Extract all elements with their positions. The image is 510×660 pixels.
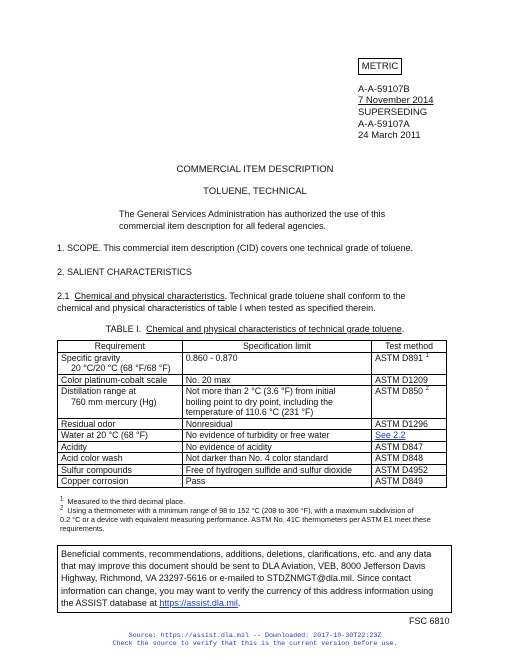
test-method-cell: ASTM D1209	[372, 374, 447, 386]
table-footnote-1: $^1$ Measured to the third decimal place.	[60, 496, 186, 506]
requirement-cell: Sulfur compounds	[58, 464, 183, 476]
salient-paragraph	[57, 291, 406, 314]
test-method-cell: ASTM D849	[372, 476, 447, 488]
source-line-2: Check the source to verify that this is the current version before use.	[112, 640, 398, 648]
authorization-line-2: commercial item description for all federal agencies.	[119, 220, 327, 231]
comments-line-2: that may improve this document should be sent to DLA Aviation, VEB, 8000 Jefferson Davis	[61, 561, 426, 572]
requirement-cell: Distillation range at 760 mm mercury (Hg)	[58, 386, 183, 419]
section-2-2-link[interactable]: See 2.2	[375, 430, 406, 440]
specification-cell: No. 20 max	[182, 374, 371, 386]
characteristics-table	[57, 340, 447, 488]
authorization-statement	[119, 209, 385, 232]
fsc-code: FSC 6810	[409, 616, 450, 626]
table-row	[58, 430, 447, 442]
comments-line-3: Highway, Richmond, VA 23297-5616 or e-mailed to STDZNMGT@dla.mil. Since contact	[61, 573, 411, 584]
table-row	[58, 464, 447, 476]
requirement-cell: Specific gravity 20 °C/20 °C (68 °F/68 °F)	[58, 352, 183, 374]
table-row	[58, 352, 447, 374]
comments-line-5: the ASSIST database at https://assist.dla.mil.	[61, 597, 241, 608]
test-method-cell: ASTM D4952	[372, 464, 447, 476]
product-title: TOLUENE, TECHNICAL	[203, 186, 307, 197]
test-method-cell: ASTM D891 $^1$	[372, 352, 447, 374]
column-header-test-method: Test method	[372, 341, 447, 353]
paragraph-title: Chemical and physical characteristics	[74, 291, 225, 301]
specification-cell: No evidence of acidity	[182, 441, 371, 453]
specification-cell: 0.860 - 0.870	[182, 352, 371, 374]
comments-box	[57, 545, 452, 613]
requirement-cell: Color platinum-cobalt scale	[58, 374, 183, 386]
table-row	[58, 374, 447, 386]
table-number: TABLE I.	[105, 324, 142, 334]
specification-cell: Not darker than No. 4 color standard	[182, 453, 371, 465]
table-row	[58, 441, 447, 453]
test-method-cell	[372, 430, 447, 442]
table-footnote-2: $^2$ Using a thermometer with a minimum range of 98 to 152 °C (208 to 306 °F), with a maximum subdivision of 0.2 °C or a device with equivalent measuring performance. ASTM No. 41C thermometers per ASTM E1 meet these requirements.	[60, 505, 431, 533]
document-date: 7 November 2014	[358, 95, 434, 106]
test-method-cell: ASTM D1296	[372, 418, 447, 430]
paragraph-text-1: . Technical grade toluene shall conform to the	[224, 291, 406, 301]
specification-cell: Free of hydrogen sulfide and sulfur dioxide	[182, 464, 371, 476]
footnote-ref: 2	[425, 386, 429, 393]
table-row	[58, 453, 447, 465]
comments-line-1: Beneficial comments, recommendations, additions, deletions, clarifications, etc. and any data	[61, 549, 432, 559]
test-method-cell: ASTM D847	[372, 441, 447, 453]
requirement-cell: Residual odor	[58, 418, 183, 430]
footnote-ref: 1	[425, 352, 429, 359]
requirement-cell: Acidity	[58, 441, 183, 453]
comments-line-4: information can change, you may want to verify the currency of this address information using	[61, 585, 434, 596]
superseded-number: A-A-59107A	[358, 119, 410, 130]
assist-database-link[interactable]: https://assist.dla.mil	[159, 597, 238, 608]
document-type-title: COMMERCIAL ITEM DESCRIPTION	[176, 164, 334, 175]
table-row	[58, 476, 447, 488]
table-row	[58, 418, 447, 430]
superseding-label: SUPERSEDING	[358, 107, 428, 118]
superseded-date: 24 March 2011	[358, 130, 421, 141]
paragraph-text-2: chemical and physical characteristics of table I when tested as specified therein.	[57, 302, 376, 313]
column-header-specification: Specification limit	[182, 341, 371, 353]
test-method-cell: ASTM D848	[372, 453, 447, 465]
document-number: A-A-59107B	[358, 84, 410, 95]
table-row	[58, 386, 447, 419]
table-title: Chemical and physical characteristics of technical grade toluene	[146, 324, 402, 334]
salient-heading: 2. SALIENT CHARACTERISTICS	[57, 267, 192, 277]
column-header-requirement: Requirement	[58, 341, 183, 353]
specification-cell: Pass	[182, 476, 371, 488]
specification-cell: No evidence of turbidity or free water	[182, 430, 371, 442]
table-header-row	[58, 341, 447, 353]
table-caption: TABLE I. Chemical and physical characteristics of technical grade toluene.	[105, 324, 405, 334]
specification-cell: Not more than 2 °C (3.6 °F) from initial boiling point to dry point, including the temperature of 110.6 °C (231 °F)	[182, 386, 371, 419]
requirement-cell: Water at 20 °C (68 °F)	[58, 430, 183, 442]
test-method-cell: ASTM D850 $^2$	[372, 386, 447, 419]
paragraph-number: 2.1	[57, 291, 70, 301]
authorization-line-1: The General Services Administration has authorized the use of this	[119, 209, 386, 219]
metric-label: METRIC	[358, 58, 402, 75]
specification-cell: Nonresidual	[182, 418, 371, 430]
source-line-1: Source: https://assist.dla.mil -- Downloaded: 2017-10-30T22:23Z	[128, 632, 382, 640]
scope-paragraph: 1. SCOPE. This commercial item description (CID) covers one technical grade of toluene.	[57, 243, 413, 253]
requirement-cell: Copper corrosion	[58, 476, 183, 488]
requirement-cell: Acid color wash	[58, 453, 183, 465]
